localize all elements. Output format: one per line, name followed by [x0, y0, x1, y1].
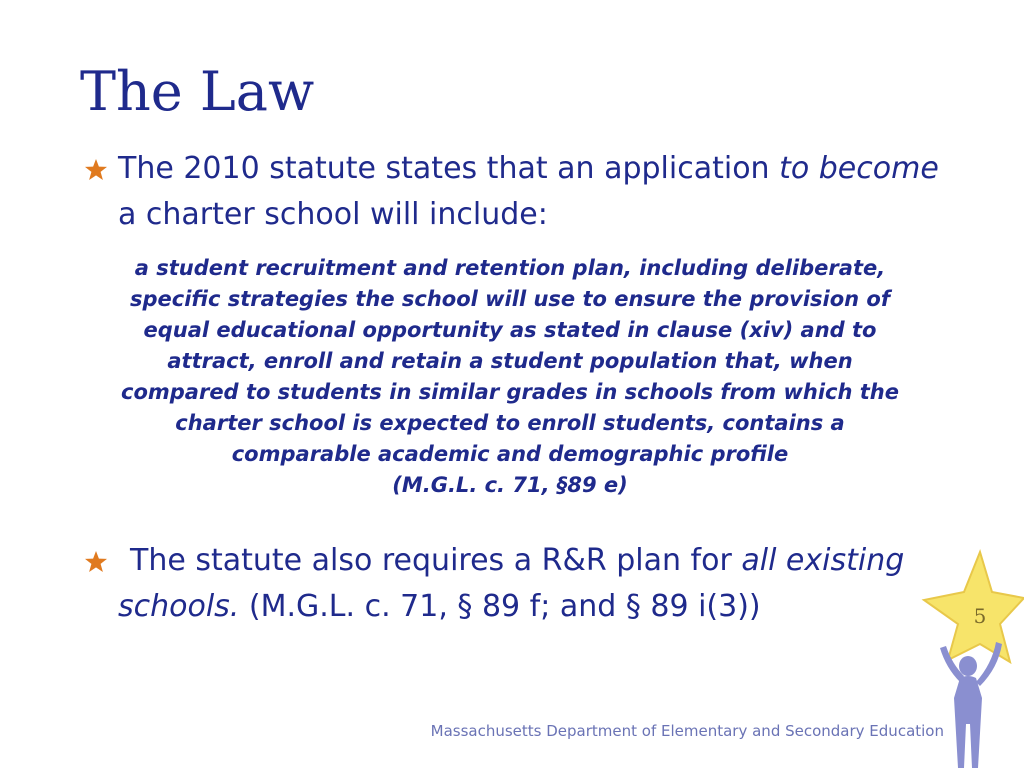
bullet-item: [84, 146, 944, 238]
bullet-text: [118, 146, 944, 238]
bullet-text-italic: to become: [779, 151, 939, 186]
page-number: 5: [973, 604, 987, 628]
star-bullet-icon: [84, 550, 108, 574]
bullet-text: [118, 538, 944, 630]
bullet-text-part: The 2010 statute states that an application: [118, 151, 780, 186]
star-mascot-icon: [916, 548, 1024, 768]
bullet-text-part: The statute also requires a R&R plan for: [130, 543, 742, 578]
bullet-item: [84, 538, 944, 630]
quote-citation: (M.G.L. c. 71, §89 e): [392, 473, 628, 497]
bullet-text-part: (M.G.L. c. 71, § 89 f; and § 89 i(3)): [239, 589, 761, 624]
footer-text: Massachusetts Department of Elementary and Secondary Education: [430, 722, 944, 740]
bullet-text-part: a charter school will include:: [118, 197, 548, 232]
statute-quote: [120, 253, 900, 501]
quote-text: a student recruitment and retention plan, including deliberate, specific strategies the school will use to ensure the provision of equal educational opportunity as stated in clause (xiv) and to attract, enroll and retain a student population that, when compared to students in similar grades in schools from which the charter school is expected to enroll students, contains a comparable academic and demographic profile: [121, 256, 899, 466]
star-bullet-icon: [84, 158, 108, 182]
bullet-text-italic: all existing schools.: [118, 543, 905, 624]
slide-title: The Law: [80, 60, 315, 123]
